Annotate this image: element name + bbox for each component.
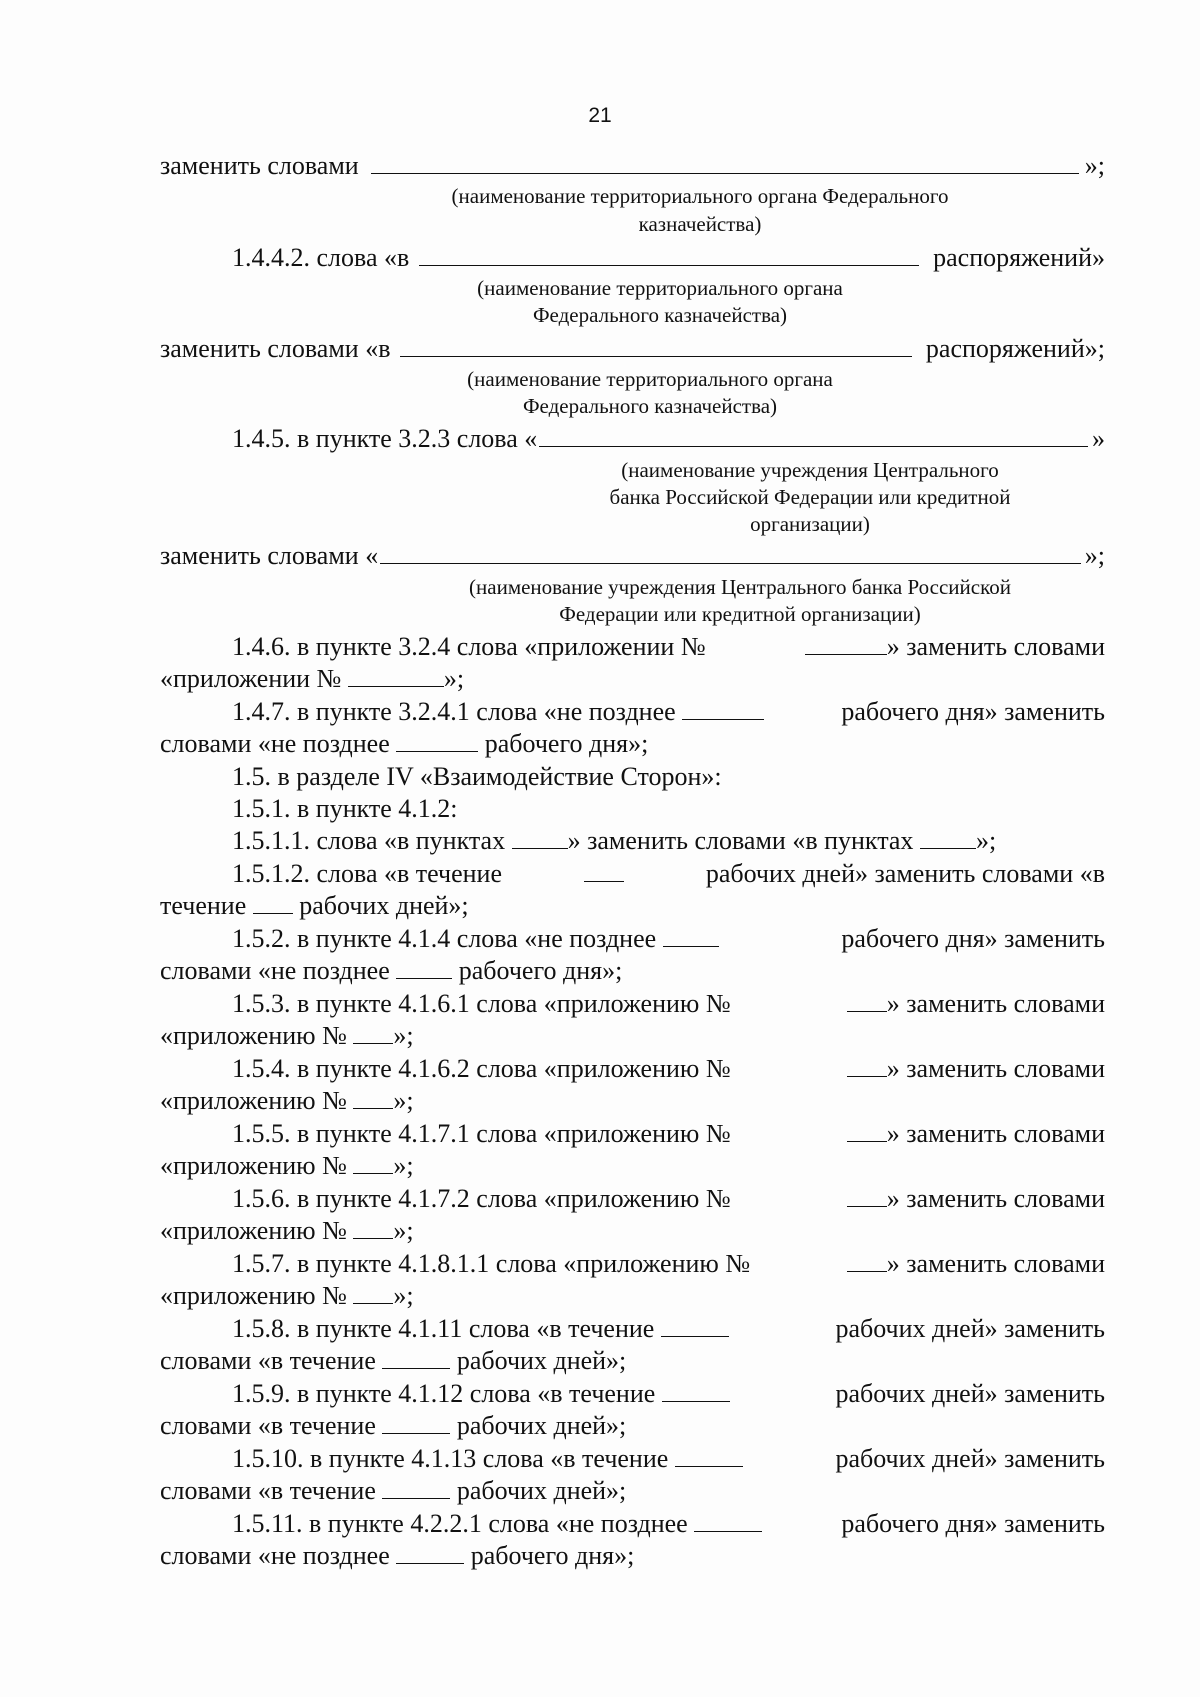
paragraph-line: [160, 697, 1105, 727]
paragraph-line: [160, 729, 1105, 759]
text-span: »;: [393, 1021, 414, 1050]
paragraph-line: [160, 1086, 1105, 1116]
blank-field: [353, 1216, 393, 1239]
text-span: » заменить словами: [886, 1054, 1105, 1083]
text-span: «приложению №: [160, 1216, 347, 1245]
text-span: заменить словами «: [160, 541, 379, 570]
paragraph-line: [160, 1249, 1105, 1279]
text-span: »;: [443, 664, 465, 693]
caption: Федерального казначейства): [532, 303, 788, 327]
blank-field: [382, 1411, 450, 1434]
blank-field: [661, 1314, 729, 1337]
paragraph-line: [160, 1054, 1105, 1084]
blank-field: [419, 243, 919, 266]
text-span: 1.4.4.2. слова «в: [232, 243, 410, 272]
blank-field: [847, 1184, 887, 1207]
paragraph-line: [160, 1184, 1105, 1214]
text-line: [160, 541, 1105, 571]
text-line: [160, 424, 1105, 454]
text-span: рабочих дней»;: [456, 1411, 627, 1440]
blank-field: [353, 1151, 393, 1174]
text-span: словами «в течение: [160, 1411, 376, 1440]
text-span: рабочего дня» заменить: [841, 1509, 1105, 1538]
text-span: рабочих дней» заменить словами «в: [705, 859, 1105, 888]
blank-field: [396, 729, 478, 752]
text-span: »;: [393, 1216, 414, 1245]
text-span: словами «в течение: [160, 1346, 376, 1375]
text-span: распоряжений»: [933, 243, 1105, 272]
paragraph-line: [160, 1541, 1105, 1571]
text-span: 1.5.10. в пункте 4.1.13 слова «в течение: [232, 1444, 669, 1473]
blank-field: [380, 541, 1081, 564]
blank-field: [805, 632, 887, 655]
text-line: [160, 243, 1105, 273]
text-span: словами «не позднее: [160, 729, 390, 758]
text-span: 1.5.8. в пункте 4.1.11 слова «в течение: [232, 1314, 655, 1343]
text-span: «приложению №: [160, 1281, 347, 1310]
paragraph-line: [160, 1444, 1105, 1474]
blank-field: [382, 1346, 450, 1369]
paragraph-line: [160, 1216, 1105, 1246]
blank-field: [682, 697, 764, 720]
text-span: 1.5.9. в пункте 4.1.12 слова «в течение: [232, 1379, 656, 1408]
text-span: «приложению №: [160, 1021, 347, 1050]
blank-field: [584, 859, 624, 882]
text-line: [160, 151, 1105, 181]
paragraph-line: [160, 1151, 1105, 1181]
text-span: 1.5.5. в пункте 4.1.7.1 слова «приложению №: [232, 1119, 731, 1148]
text-span: словами «не позднее: [160, 956, 390, 985]
paragraph-line: [160, 1476, 1105, 1506]
text-span: «приложению №: [160, 1086, 347, 1115]
caption: (наименование учреждения Центрального: [621, 458, 999, 482]
blank-field: [400, 334, 911, 357]
blank-field: [847, 1119, 887, 1142]
text-span: 1.5.6. в пункте 4.1.7.2 слова «приложению №: [232, 1184, 731, 1213]
paragraph-line: [160, 1509, 1105, 1539]
text-span: » заменить словами: [886, 1249, 1105, 1278]
paragraph-line: [160, 1314, 1105, 1344]
blank-field: [353, 1281, 393, 1304]
caption: казначейства): [638, 212, 762, 236]
text-span: 1.4.7. в пункте 3.2.4.1 слова «не позднее: [232, 697, 676, 726]
paragraph-line: [160, 1281, 1105, 1311]
text-span: рабочего дня»;: [470, 1541, 635, 1570]
text-span: рабочего дня» заменить: [841, 697, 1105, 726]
blank-field: [396, 1541, 464, 1564]
text-span: рабочих дней» заменить: [835, 1444, 1105, 1473]
paragraph-line: [160, 989, 1105, 1019]
text-span: рабочих дней» заменить: [835, 1379, 1105, 1408]
text-span: » заменить словами «в пунктах: [567, 826, 914, 855]
text-span: рабочих дней»;: [299, 891, 469, 920]
text-span: »;: [393, 1151, 414, 1180]
blank-field: [675, 1444, 743, 1467]
caption: (наименование территориального органа Федерального: [451, 184, 949, 208]
blank-field: [663, 924, 719, 947]
paragraph-line: [160, 664, 1105, 694]
text-span: »: [1092, 424, 1105, 453]
text-span: 1.5.1.2. слова «в течение: [232, 859, 503, 888]
text-span: рабочих дней»;: [456, 1346, 627, 1375]
caption: Федерации или кредитной организации): [559, 602, 921, 626]
text-span: 1.5.3. в пункте 4.1.6.1 слова «приложению №: [232, 989, 731, 1018]
blank-field: [512, 826, 568, 849]
caption: банка Российской Федерации или кредитной: [609, 485, 1011, 509]
paragraph-line: [160, 891, 1105, 921]
blank-field: [847, 989, 887, 1012]
paragraph-line: 1.5.1. в пункте 4.1.2:: [232, 794, 458, 823]
blank-field: [847, 1249, 887, 1272]
blank-field: [920, 826, 976, 849]
text-span: 1.5.1.1. слова «в пунктах: [232, 826, 506, 855]
paragraph-line: [160, 1346, 1105, 1376]
text-span: 1.5.7. в пункте 4.1.8.1.1 слова «приложению №: [232, 1249, 751, 1278]
text-span: рабочего дня»;: [484, 729, 649, 758]
paragraph-line: [160, 1119, 1105, 1149]
page-number: 21: [588, 104, 612, 127]
text-span: » заменить словами: [886, 632, 1105, 661]
blank-field: [396, 956, 452, 979]
caption: (наименование территориального органа: [467, 367, 833, 391]
caption: (наименование территориального органа: [477, 276, 843, 300]
text-span: »;: [975, 826, 997, 855]
paragraph-line: [160, 956, 1105, 986]
caption: (наименование учреждения Центрального банка Российской: [469, 575, 1011, 599]
paragraph-line: [160, 1379, 1105, 1409]
blank-field: [694, 1509, 762, 1532]
text-span: рабочих дней» заменить: [835, 1314, 1105, 1343]
blank-field: [353, 1086, 393, 1109]
paragraph-line: [160, 632, 1105, 662]
text-span: распоряжений»;: [925, 334, 1105, 363]
text-span: »;: [393, 1086, 414, 1115]
blank-field: [382, 1476, 450, 1499]
text-span: словами «в течение: [160, 1476, 376, 1505]
caption: Федерального казначейства): [522, 394, 778, 418]
blank-field: [847, 1054, 887, 1077]
text-span: 1.5.11. в пункте 4.2.2.1 слова «не позднее: [232, 1509, 688, 1538]
caption: организации): [750, 512, 870, 536]
text-span: » заменить словами: [886, 1119, 1105, 1148]
paragraph-line: [160, 1411, 1105, 1441]
text-span: рабочего дня» заменить: [841, 924, 1105, 953]
blank-field: [371, 151, 1079, 174]
paragraph-line: [160, 826, 1177, 856]
text-line: [160, 334, 1105, 364]
paragraph-line: [160, 859, 1105, 889]
paragraph-line: [160, 1021, 1105, 1051]
blank-field: [662, 1379, 730, 1402]
text-span: » заменить словами: [886, 1184, 1105, 1213]
paragraph-line: [160, 924, 1105, 954]
text-span: «приложении №: [160, 664, 342, 693]
text-span: »;: [1084, 151, 1105, 180]
text-span: заменить словами: [160, 151, 359, 180]
text-span: »;: [393, 1281, 414, 1310]
blank-field: [253, 891, 293, 914]
text-span: «приложению №: [160, 1151, 347, 1180]
text-span: течение: [160, 891, 247, 920]
text-span: » заменить словами: [886, 989, 1105, 1018]
text-span: »;: [1084, 541, 1105, 570]
blank-field: [539, 424, 1088, 447]
blank-field: [353, 1021, 393, 1044]
text-span: 1.5.2. в пункте 4.1.4 слова «не позднее: [232, 924, 657, 953]
text-span: 1.4.5. в пункте 3.2.3 слова «: [232, 424, 538, 453]
text-span: заменить словами «в: [160, 334, 391, 363]
text-span: 1.4.6. в пункте 3.2.4 слова «приложении №: [232, 632, 706, 661]
text-span: рабочих дней»;: [456, 1476, 627, 1505]
text-span: рабочего дня»;: [458, 956, 623, 985]
text-span: 1.5.4. в пункте 4.1.6.2 слова «приложению №: [232, 1054, 731, 1083]
paragraph-line: 1.5. в разделе IV «Взаимодействие Сторон»:: [232, 762, 722, 791]
blank-field: [348, 664, 444, 687]
text-span: словами «не позднее: [160, 1541, 390, 1570]
